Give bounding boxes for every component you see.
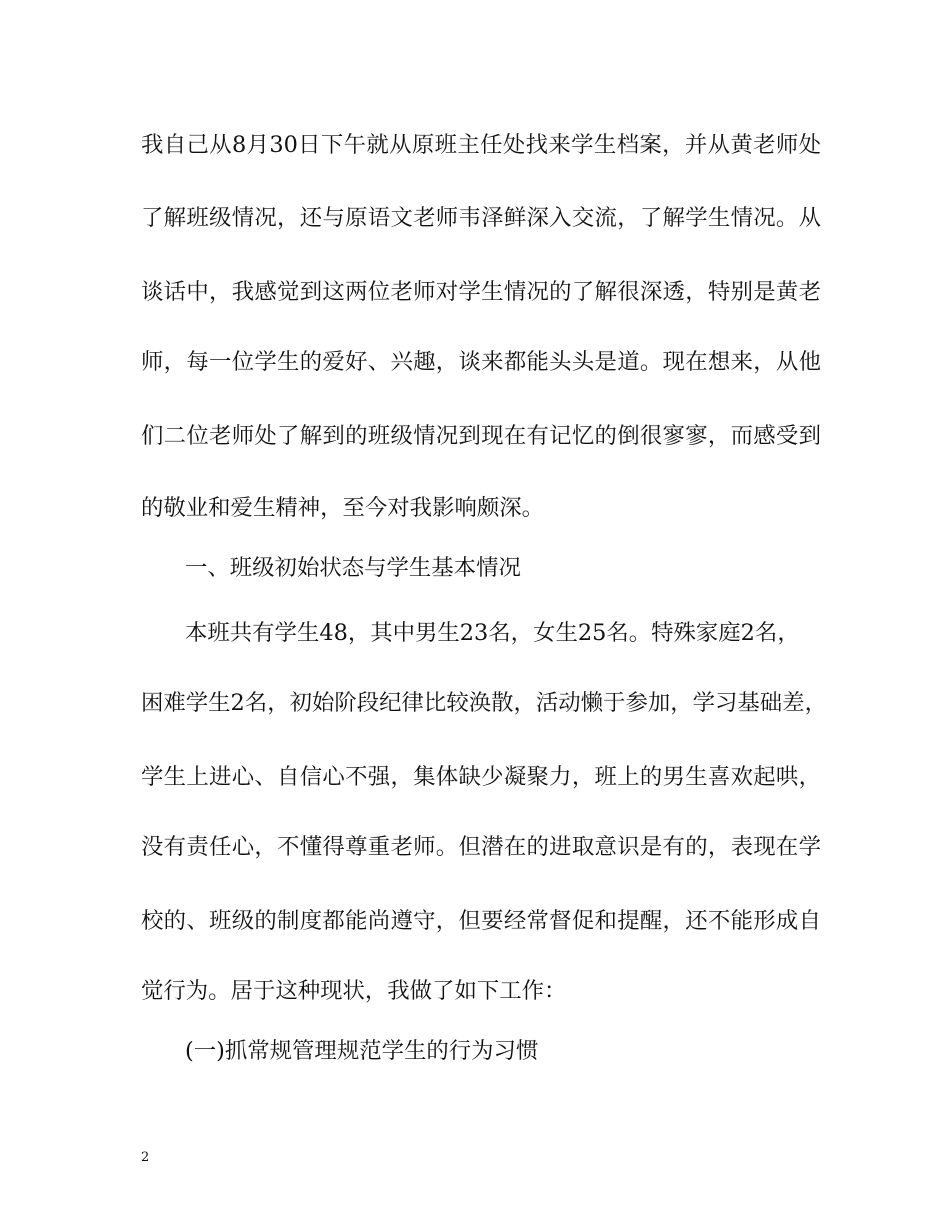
section-heading: 一、班级初始状态与学生基本情况: [185, 555, 521, 581]
text-line: 谈话中，我感觉到这两位老师对学生情况的了解很深透，特别是黄老: [141, 279, 821, 305]
text-line: 的敬业和爱生精神，至今对我影响颇深。: [141, 495, 545, 521]
text-line: 觉行为。居于这种现状，我做了如下工作：: [141, 978, 567, 1004]
text-line: 没有责任心，不懂得尊重老师。但潜在的进取意识是有的，表现在学: [141, 834, 821, 860]
subsection-heading: (一)抓常规管理规范学生的行为习惯: [185, 1038, 539, 1064]
text-line: 学生上进心、自信心不强，集体缺少凝聚力，班上的男生喜欢起哄，: [141, 764, 821, 790]
text-line: 本班共有学生48，其中男生23名，女生25名。特殊家庭2名，: [185, 620, 800, 646]
text-line: 困难学生2名，初始阶段纪律比较涣散，活动懒于参加，学习基础差，: [141, 690, 827, 716]
text-line: 了解班级情况，还与原语文老师韦泽鲜深入交流，了解学生情况。从: [141, 205, 821, 231]
page-number: 2: [141, 1150, 150, 1165]
text-line: 我自己从8月30日下午就从原班主任处找来学生档案，并从黄老师处: [141, 132, 821, 158]
text-line: 校的、班级的制度都能尚遵守，但要经常督促和提醒，还不能形成自: [141, 908, 821, 934]
text-line: 师，每一位学生的爱好、兴趣，谈来都能头头是道。现在想来，从他: [141, 349, 821, 375]
text-line: 们二位老师处了解到的班级情况到现在有记忆的倒很寥寥，而感受到: [141, 423, 821, 449]
